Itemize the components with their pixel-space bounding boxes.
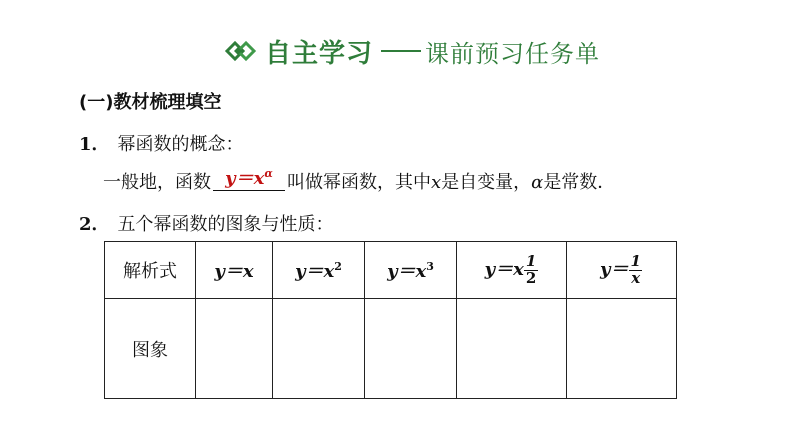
function-cell-3	[365, 242, 457, 299]
item2-title-line	[79, 210, 334, 236]
header	[225, 31, 600, 71]
table-row	[105, 242, 677, 299]
function-cell-1	[196, 242, 273, 299]
header-title: 自主学习	[265, 38, 374, 69]
graph-cell-1	[196, 299, 273, 399]
graph-cell-5	[567, 299, 677, 399]
function-5-num: 1	[630, 251, 641, 270]
function-2-exp: 2	[334, 260, 342, 273]
sentence-middle: 叫做幂函数，其中	[287, 172, 431, 193]
sentence-end: 是常数．	[543, 172, 616, 193]
function-4-base: y＝x	[484, 259, 524, 280]
function-4-fraction	[524, 251, 538, 287]
item1-title-line	[79, 130, 244, 156]
item1-sentence	[103, 168, 615, 195]
sentence-before: 一般地，函数	[103, 172, 211, 193]
item2-title: 五个幂函数的图象与性质：	[117, 214, 334, 235]
function-5-den: x	[631, 268, 641, 287]
table-row	[105, 299, 677, 399]
function-5-fraction	[629, 251, 643, 287]
header-subtitle: 课前预习任务单	[425, 39, 601, 68]
row-graph-label: 图象	[105, 299, 196, 399]
function-cell-2	[273, 242, 365, 299]
function-4-num: 1	[525, 251, 537, 270]
var-alpha: α	[531, 172, 544, 193]
graph-cell-3	[365, 299, 457, 399]
answer-exponent: α	[264, 167, 273, 180]
function-4-den: 2	[525, 268, 537, 287]
graph-cell-4	[457, 299, 567, 399]
function-2-base: y＝x	[295, 261, 335, 282]
item2-number: 2．	[79, 214, 110, 235]
answer-blank	[213, 164, 285, 191]
var-x: x	[431, 172, 442, 193]
power-function-table	[104, 241, 677, 399]
section-heading: (一)教材梳理填空	[79, 92, 222, 113]
item1-number: 1．	[79, 134, 110, 155]
function-3-base: y＝x	[387, 261, 427, 282]
diamond-logo-icon	[225, 38, 259, 64]
function-3-exp: 3	[426, 260, 434, 273]
function-1-base: y＝x	[214, 261, 254, 282]
function-cell-4	[457, 242, 567, 299]
row-header-label: 解析式	[105, 242, 196, 299]
item1-title: 幂函数的概念：	[117, 134, 244, 155]
graph-cell-2	[273, 299, 365, 399]
sentence-after-x: 是自变量，	[441, 172, 532, 193]
answer-base: y＝x	[225, 168, 265, 189]
header-dash	[381, 50, 421, 52]
function-cell-5	[567, 242, 677, 299]
function-5-base: y＝	[600, 259, 629, 280]
